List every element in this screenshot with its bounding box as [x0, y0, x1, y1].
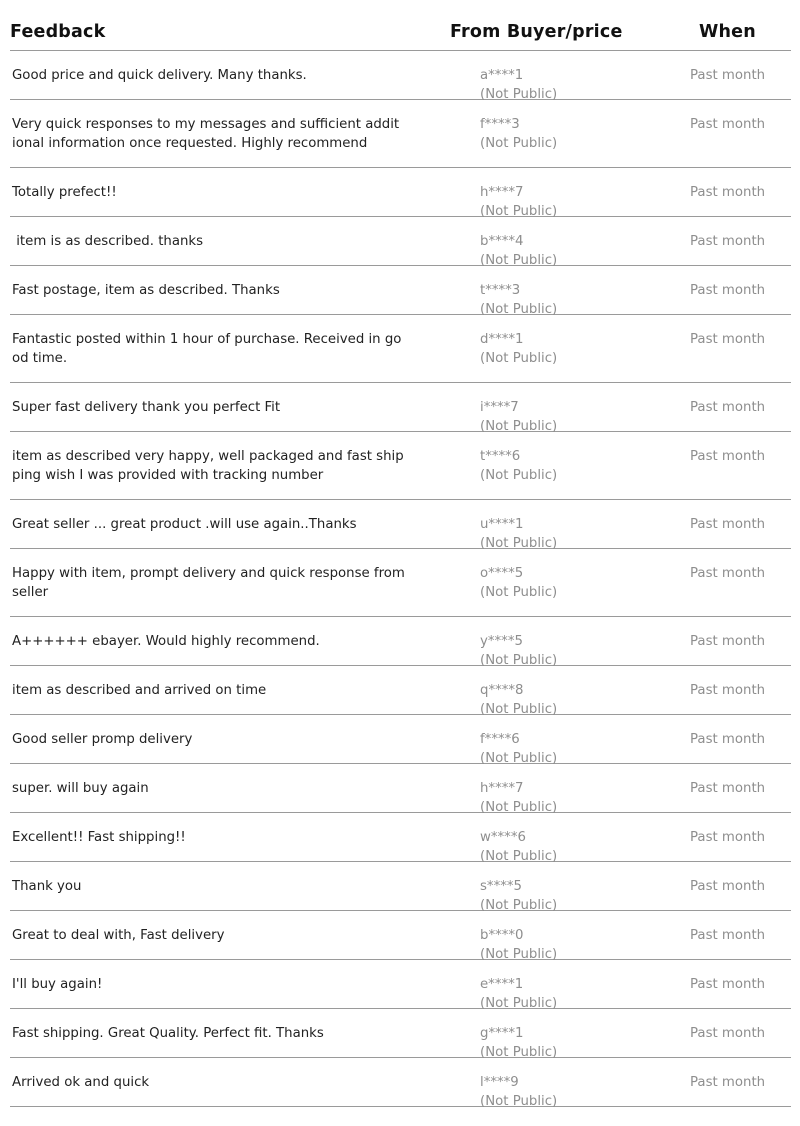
buyer-visibility: (Not Public) — [480, 1045, 558, 1060]
table-row — [10, 666, 791, 715]
buyer-id: d****1 — [480, 332, 524, 347]
feedback-date: Past month — [690, 830, 766, 845]
buyer-visibility: (Not Public) — [480, 585, 558, 600]
table-row — [10, 1058, 791, 1107]
buyer-id: t****3 — [480, 283, 521, 298]
buyer-id: l****9 — [480, 1075, 519, 1090]
feedback-comment: Totally prefect!! — [12, 185, 117, 200]
feedback-comment: I'll buy again! — [12, 977, 103, 992]
table-row — [10, 266, 791, 315]
buyer-cell — [480, 115, 557, 153]
feedback-comment: Happy with item, prompt delivery and quick response from seller — [12, 566, 405, 600]
buyer-visibility: (Not Public) — [480, 898, 558, 913]
feedback-date: Past month — [690, 117, 766, 132]
feedback-date: Past month — [690, 634, 766, 649]
feedback-comment: Thank you — [12, 879, 82, 894]
buyer-id: i****7 — [480, 400, 519, 415]
feedback-date: Past month — [690, 781, 766, 796]
buyer-visibility: (Not Public) — [480, 468, 558, 483]
buyer-visibility: (Not Public) — [480, 996, 558, 1011]
buyer-visibility: (Not Public) — [480, 136, 558, 151]
buyer-visibility: (Not Public) — [480, 87, 558, 102]
buyer-id: b****0 — [480, 928, 524, 943]
buyer-visibility: (Not Public) — [480, 800, 558, 815]
feedback-date: Past month — [690, 68, 766, 83]
table-row — [10, 715, 791, 764]
buyer-cell — [480, 66, 557, 104]
buyer-id: b****4 — [480, 234, 524, 249]
buyer-visibility: (Not Public) — [480, 1094, 558, 1109]
buyer-visibility: (Not Public) — [480, 253, 558, 268]
buyer-id: t****6 — [480, 449, 521, 464]
buyer-cell — [480, 828, 557, 866]
buyer-visibility: (Not Public) — [480, 302, 558, 317]
buyer-visibility: (Not Public) — [480, 751, 558, 766]
buyer-id: q****8 — [480, 683, 524, 698]
buyer-id: o****5 — [480, 566, 524, 581]
feedback-comment: Great to deal with, Fast delivery — [12, 928, 225, 943]
feedback-comment: item as described very happy, well packaged and fast ship ping wish I was provided with tracking number — [12, 449, 404, 483]
buyer-id: u****1 — [480, 517, 524, 532]
buyer-cell — [480, 1073, 557, 1111]
buyer-id: w****6 — [480, 830, 526, 845]
feedback-comment: Super fast delivery thank you perfect Fit — [12, 400, 281, 415]
feedback-date: Past month — [690, 517, 766, 532]
feedback-date: Past month — [690, 928, 766, 943]
buyer-visibility: (Not Public) — [480, 536, 558, 551]
buyer-cell — [480, 398, 557, 436]
feedback-date: Past month — [690, 566, 766, 581]
table-header — [10, 0, 791, 51]
table-row — [10, 432, 791, 500]
buyer-cell — [480, 232, 557, 270]
feedback-comment: super. will buy again — [12, 781, 149, 796]
buyer-id: f****6 — [480, 732, 520, 747]
feedback-comment: Good seller promp delivery — [12, 732, 193, 747]
table-row — [10, 217, 791, 266]
table-row — [10, 960, 791, 1009]
buyer-cell — [480, 877, 557, 915]
buyer-cell — [480, 975, 557, 1013]
feedback-date: Past month — [690, 977, 766, 992]
buyer-cell — [480, 183, 557, 221]
table-row — [10, 764, 791, 813]
table-row — [10, 51, 791, 100]
buyer-cell — [480, 1024, 557, 1062]
feedback-date: Past month — [690, 879, 766, 894]
feedback-comment: item is as described. thanks — [12, 234, 204, 249]
feedback-date: Past month — [690, 400, 766, 415]
feedback-table — [10, 0, 791, 1107]
table-row — [10, 383, 791, 432]
buyer-id: s****5 — [480, 879, 522, 894]
feedback-comment: Fast postage, item as described. Thanks — [12, 283, 280, 298]
feedback-comment: Good price and quick delivery. Many thanks. — [12, 68, 307, 83]
feedback-date: Past month — [690, 1075, 766, 1090]
buyer-cell — [480, 779, 557, 817]
buyer-visibility: (Not Public) — [480, 351, 558, 366]
buyer-id: h****7 — [480, 781, 524, 796]
table-row — [10, 500, 791, 549]
table-row — [10, 315, 791, 383]
buyer-id: h****7 — [480, 185, 524, 200]
feedback-rows — [10, 51, 791, 1107]
buyer-visibility: (Not Public) — [480, 419, 558, 434]
table-row — [10, 168, 791, 217]
buyer-id: e****1 — [480, 977, 524, 992]
buyer-id: y****5 — [480, 634, 523, 649]
column-header-when: When — [699, 22, 756, 42]
buyer-cell — [480, 447, 557, 485]
buyer-cell — [480, 926, 557, 964]
buyer-cell — [480, 564, 557, 602]
feedback-comment: A++++++ ebayer. Would highly recommend. — [12, 634, 320, 649]
buyer-id: a****1 — [480, 68, 524, 83]
buyer-visibility: (Not Public) — [480, 653, 558, 668]
table-row — [10, 100, 791, 168]
feedback-date: Past month — [690, 1026, 766, 1041]
buyer-visibility: (Not Public) — [480, 702, 558, 717]
column-header-feedback: Feedback — [10, 22, 106, 42]
buyer-visibility: (Not Public) — [480, 947, 558, 962]
buyer-cell — [480, 681, 557, 719]
feedback-comment: Great seller ... great product .will use again..Thanks — [12, 517, 357, 532]
feedback-date: Past month — [690, 234, 766, 249]
buyer-id: g****1 — [480, 1026, 524, 1041]
feedback-comment: Arrived ok and quick — [12, 1075, 150, 1090]
feedback-comment: Fast shipping. Great Quality. Perfect fit. Thanks — [12, 1026, 324, 1041]
table-row — [10, 911, 791, 960]
table-row — [10, 549, 791, 617]
feedback-comment: Excellent!! Fast shipping!! — [12, 830, 186, 845]
buyer-cell — [480, 281, 557, 319]
feedback-comment: Very quick responses to my messages and sufficient addit ional information once requested. Highly recommend — [12, 117, 400, 151]
table-row — [10, 1009, 791, 1058]
buyer-cell — [480, 730, 557, 768]
table-row — [10, 617, 791, 666]
buyer-visibility: (Not Public) — [480, 204, 558, 219]
feedback-comment: item as described and arrived on time — [12, 683, 267, 698]
feedback-date: Past month — [690, 332, 766, 347]
buyer-cell — [480, 515, 557, 553]
table-row — [10, 862, 791, 911]
column-header-buyer: From Buyer/price — [450, 22, 623, 42]
buyer-cell — [480, 330, 557, 368]
feedback-date: Past month — [690, 683, 766, 698]
buyer-id: f****3 — [480, 117, 520, 132]
feedback-date: Past month — [690, 732, 766, 747]
feedback-date: Past month — [690, 449, 766, 464]
table-row — [10, 813, 791, 862]
feedback-date: Past month — [690, 283, 766, 298]
buyer-cell — [480, 632, 557, 670]
feedback-date: Past month — [690, 185, 766, 200]
feedback-comment: Fantastic posted within 1 hour of purchase. Received in go od time. — [12, 332, 402, 366]
buyer-visibility: (Not Public) — [480, 849, 558, 864]
